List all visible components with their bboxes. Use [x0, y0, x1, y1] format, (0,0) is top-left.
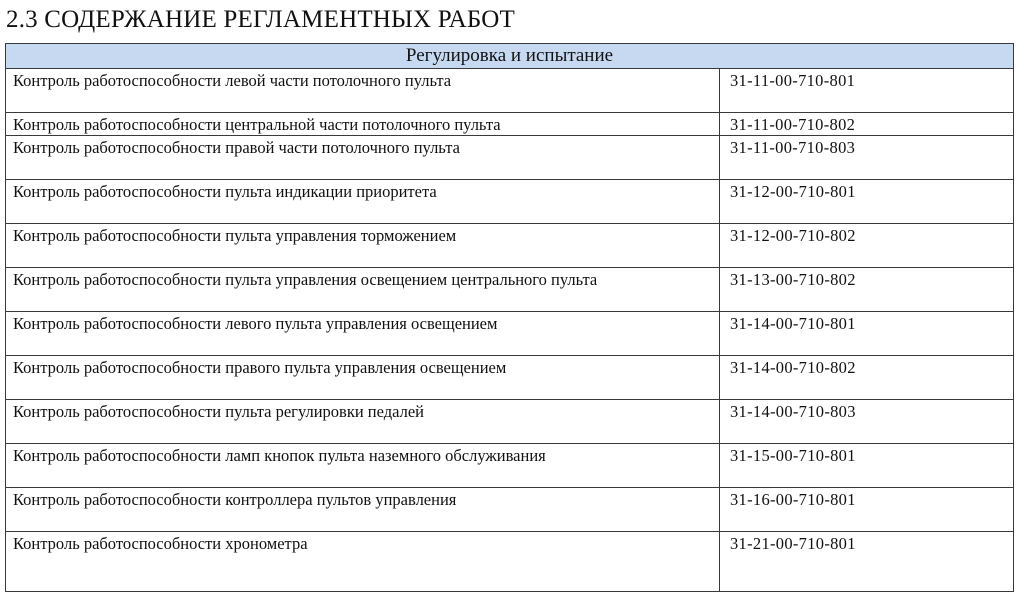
table-row	[6, 400, 1014, 444]
maintenance-table	[5, 43, 1014, 592]
section-header: Регулировка и испытание	[6, 44, 1014, 69]
row-code: 31-11-00-710-801	[720, 69, 1014, 113]
row-code: 31-11-00-710-802	[720, 113, 1014, 136]
row-code: 31-16-00-710-801	[720, 488, 1014, 532]
row-code: 31-14-00-710-801	[720, 312, 1014, 356]
row-code: 31-12-00-710-801	[720, 180, 1014, 224]
table-row	[6, 136, 1014, 180]
page-title: 2.3 СОДЕРЖАНИЕ РЕГЛАМЕНТНЫХ РАБОТ	[6, 6, 516, 33]
row-description: Контроль работоспособности пульта управления торможением	[6, 224, 720, 268]
row-description: Контроль работоспособности центральной части потолочного пульта	[6, 113, 720, 136]
row-code: 31-15-00-710-801	[720, 444, 1014, 488]
table-row	[6, 488, 1014, 532]
table-row	[6, 356, 1014, 400]
row-code: 31-11-00-710-803	[720, 136, 1014, 180]
row-description: Контроль работоспособности хронометра	[6, 532, 720, 592]
table-row	[6, 532, 1014, 592]
table-row	[6, 268, 1014, 312]
row-code: 31-13-00-710-802	[720, 268, 1014, 312]
row-description: Контроль работоспособности правого пульта управления освещением	[6, 356, 720, 400]
row-description: Контроль работоспособности пульта регулировки педалей	[6, 400, 720, 444]
row-description: Контроль работоспособности пульта индикации приоритета	[6, 180, 720, 224]
row-code: 31-14-00-710-803	[720, 400, 1014, 444]
table-row	[6, 180, 1014, 224]
row-description: Контроль работоспособности правой части потолочного пульта	[6, 136, 720, 180]
table-row	[6, 224, 1014, 268]
table-row	[6, 312, 1014, 356]
row-code: 31-14-00-710-802	[720, 356, 1014, 400]
row-description: Контроль работоспособности левого пульта управления освещением	[6, 312, 720, 356]
section-header-row	[6, 44, 1014, 69]
row-description: Контроль работоспособности левой части потолочного пульта	[6, 69, 720, 113]
table-row	[6, 444, 1014, 488]
table-row	[6, 69, 1014, 113]
row-code: 31-12-00-710-802	[720, 224, 1014, 268]
row-code: 31-21-00-710-801	[720, 532, 1014, 592]
row-description: Контроль работоспособности контроллера пультов управления	[6, 488, 720, 532]
row-description: Контроль работоспособности ламп кнопок пульта наземного обслуживания	[6, 444, 720, 488]
table-row	[6, 113, 1014, 136]
row-description: Контроль работоспособности пульта управления освещением центрального пульта	[6, 268, 720, 312]
